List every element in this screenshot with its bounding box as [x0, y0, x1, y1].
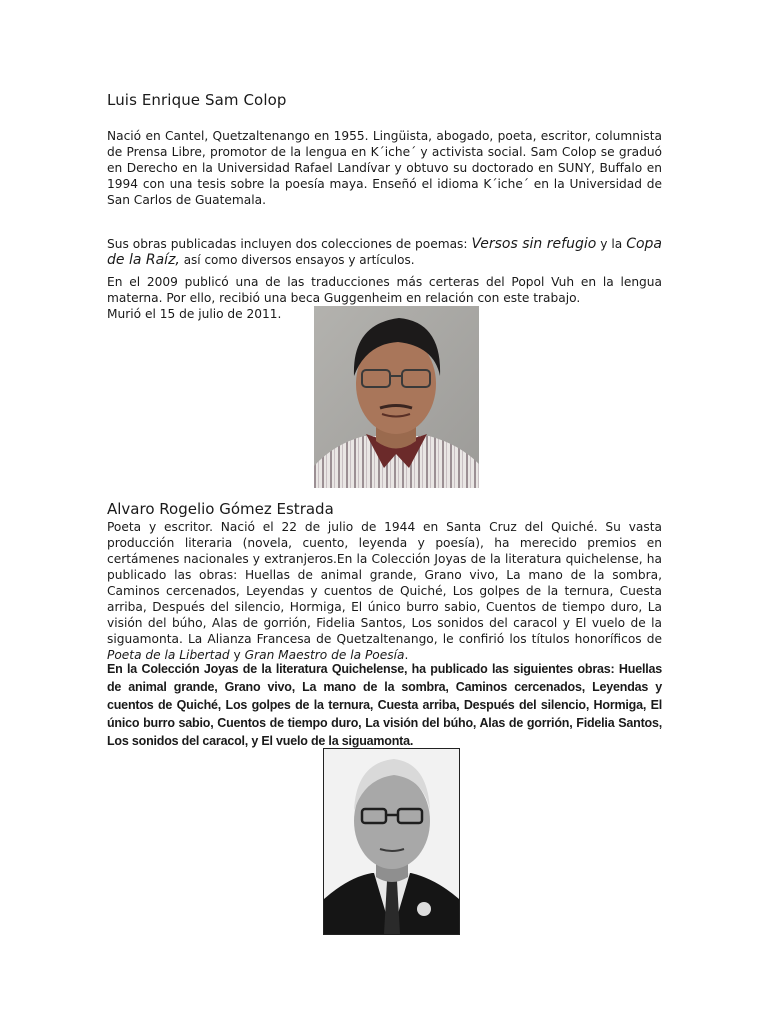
portrait-illustration-bw [324, 749, 459, 934]
works-intro: Sus obras publicadas incluyen dos colecciones de poemas: [107, 237, 472, 251]
bio-text: Poeta y escritor. Nació el 22 de julio de 1944 en Santa Cruz del Quiché. Su vasta producción literaria (novela, cuento, leyenda y poesía), ha merecido premios en certámenes nacionales y extranjeros.En la Colección Joyas de la literatura quichelense, ha publicado las obras: Huellas de animal grande, Grano vivo, La mano de la sombra, Caminos cercenados, Leyendas y cuentos de Quiché, Los golpes de la ternura, Cuesta arriba, Después del silencio, Hormiga, El único burro sabio, Cuentos de tiempo duro, La visión del búho, Alas de gorrión, Fidelia Santos, Los sonidos del caracol y El vuelo de la siguamonta. La Alianza Francesa de Quetzaltenango, le confirió los títulos honoríficos de [107, 520, 662, 646]
honorific-title-1: Poeta de la Libertad [107, 648, 230, 662]
works-outro: así como diversos ensayos y artículos. [179, 253, 415, 267]
work-title-copa: Copa de la Raíz, [107, 236, 662, 268]
work-title-versos: Versos sin refugio [471, 236, 597, 252]
bold-works-paragraph: En la Colección Joyas de la literatura Quichelense, ha publicado las siguientes obras: Huellas de animal grande, Grano vivo, La mano de la sombra, Caminos cercenados, Leyendas y cuentos de Quiché, Los golpes de la ternura, Cuesta arriba, Después del silencio, Hormiga, El único burro sabio, Cuentos de tiempo duro, La visión del búho, Alas de gorrión, Fidelia Santos, Los sonidos del caracol, y El vuelo de la siguamonta. [107, 662, 662, 748]
death-paragraph: Murió el 15 de julio de 2011. [107, 307, 282, 321]
honorific-period: . [404, 648, 409, 662]
bio-paragraph-sam-colop: Nació en Cantel, Quetzaltenango en 1955. Lingüista, abogado, poeta, escritor, columnista de Prensa Libre, promotor de la lengua en K´iche´ y activista social. Sam Colop se graduó en Derecho en la Universidad Rafael Landívar y obtuvo su doctorado en SUNY, Buffalo en 1994 con una tesis sobre la poesía maya. Enseñó el idioma K´iche´ en la Universidad de San Carlos de Guatemala. [107, 129, 662, 207]
works-paragraph [107, 236, 662, 268]
portrait-photo-sam-colop [314, 306, 479, 488]
translation-paragraph: En el 2009 publicó una de las traducciones más certeras del Popol Vuh en la lengua materna. Por ello, recibió una beca Guggenheim en relación con este trabajo. [107, 275, 662, 305]
heading-gomez-estrada: Alvaro Rogelio Gómez Estrada [107, 500, 334, 518]
works-and: y la [596, 237, 627, 251]
bio-paragraph-gomez-estrada [107, 519, 662, 663]
portrait-photo-gomez-estrada [323, 748, 460, 935]
heading-sam-colop: Luis Enrique Sam Colop [107, 91, 287, 109]
honorific-title-2: Gran Maestro de la Poesía [244, 648, 405, 662]
honorific-and: y [229, 648, 245, 662]
portrait-illustration [314, 306, 479, 488]
